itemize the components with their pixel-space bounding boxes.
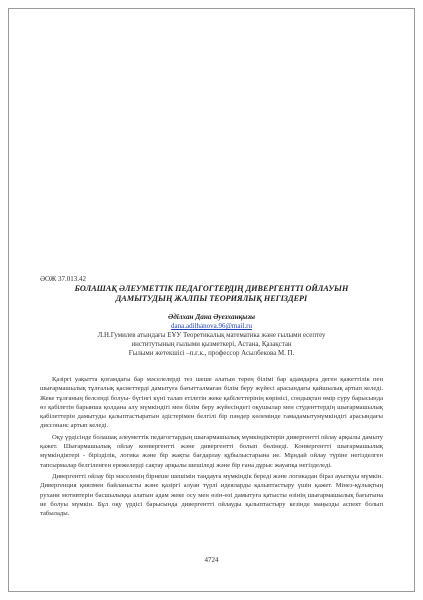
body-paragraph-1: Қазіргі уақытта қоғамдағы бар мәселелерді тез шеше алатын терең білімі бар адамдарға деген қажеттілік пен шығармашылық тұлғалық қасиеттерді дамытуға бағытталмаған білім беру жүйесі арасындағы қайшылық артып келеді. Жеке тұлғаның белсенді болуы- бүгінгі күні талап етілетін жеке қабілеттерінің көрінісі, сондықтан өмір сүру барысында өз қабілетін барынша қолдана алу мүмкіндігі мен білім беру жүйесіндегі оқушылар мен студенттердің шығармашылық қабілеттерін дамытуды қалыптастыратын әдістерімен белгілі бір пәндер көлемінде гамадамытумүмкіндігі арасындағы диссонанс артып келеді. bbox=[40, 376, 383, 430]
body-paragraph-3: Дивергентті ойлау бір мәселенің бірнеше шешімін таңдауға мүмкіндік береді және логикадан біраз ауытқуы мүмкін. Дивергенция қиялмен байланысты және қазіргі алуан түрлі идеяларды қалыптастыру үшін қажет. Мінез-құлықтың рухани мотивтерін басшылыққа алатын адам жеке осу мен өзін-өзі дамытуға қатысты өзінің шығармашылық бағытына ие болуы мүмкін. Бұл оқу үрдісі барысында дивергентті ойлауды қалыптастыру кезінде маңызды аспект болып табылады. bbox=[40, 472, 383, 518]
author-name: Әділхан Дана Әуезханқызы bbox=[168, 313, 255, 321]
title-line-2: ДАМЫТУДЫҢ ЖАЛПЫ ТЕОРИЯЛЫҚ НЕГІЗДЕРІ bbox=[115, 294, 308, 303]
page-number: 4724 bbox=[204, 556, 219, 564]
article-title bbox=[40, 284, 383, 304]
affiliation-line-1: Л.Н.Гумилев атындағы ЕҰУ Теоретикалық математика және ғылыми есептеу bbox=[97, 332, 326, 339]
article bbox=[40, 275, 383, 518]
body-paragraph-2: Оқу үрдісінде болашақ әлеуметтік педагогтардың шығармашылық мүмкіндіктерін дивергентті ойлау арқылы дамыту қажет. Шығармашылық ойлау конвергентті және дивергентті болып бөлінеді. Конвергентті шығармашылық мүмкіндіктері - біріздiлiк, логика және бір жақты бағдарлау құбылыстарына ие. Мұндай ойлау түріне негізделген тапсырмалар белгіленген ережелерді сақтау арқылы шешіледі және бір ғана дұрыс жауапқа негізделеді. bbox=[40, 433, 383, 469]
supervisor: Ғылыми жетекшісі –п.ғ.к., профессор Асылбекова М. П. bbox=[128, 350, 295, 357]
udc-code: ӘОЖ 37.013.42 bbox=[40, 275, 86, 283]
affiliation bbox=[40, 331, 383, 349]
author-email-link[interactable]: dana.adilhanova.96@mail.ru bbox=[171, 322, 252, 330]
affiliation-line-2: институтының ғылыми қызметкері, Астана, Қазақстан bbox=[131, 341, 292, 348]
title-line-1: БОЛАШАҚ ӘЛЕУМЕТТІК ПЕДАГОГТЕРДІҢ ДИВЕРГЕНТТІ ОЙЛАУЫН bbox=[74, 284, 349, 293]
